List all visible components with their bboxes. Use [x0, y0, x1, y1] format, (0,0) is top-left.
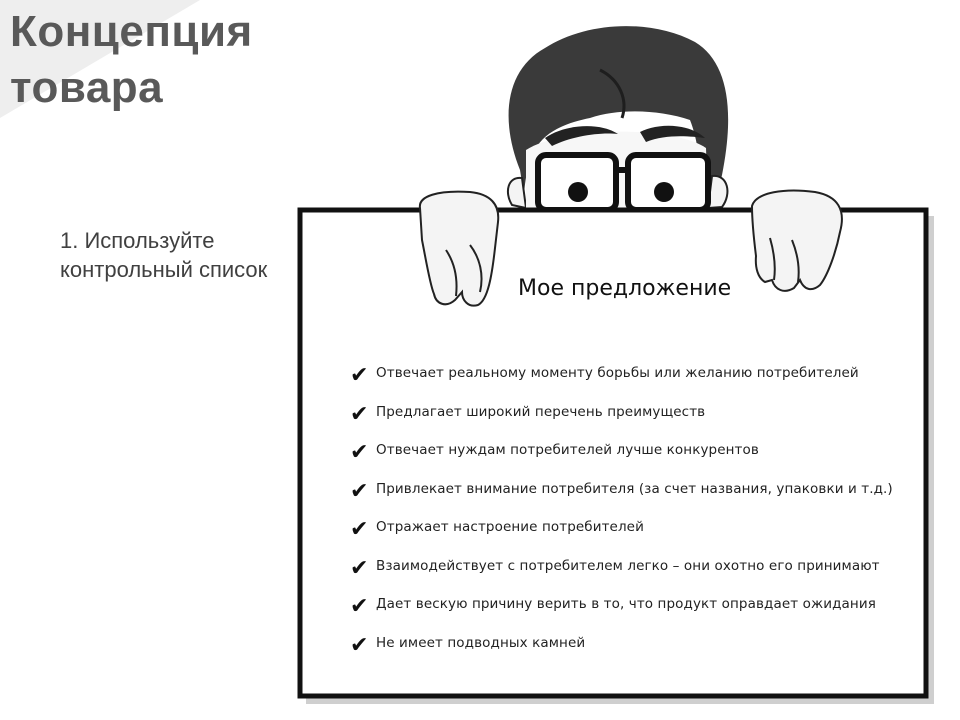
board-content: [300, 210, 930, 698]
checkmark-icon: ✔: [350, 554, 369, 580]
checklist-item: [350, 393, 893, 432]
page-title: [10, 4, 253, 116]
board-heading: Мое предложение: [518, 276, 732, 301]
checklist-item-label: Отвечает реальному моменту борьбы или желанию потребителей: [376, 365, 859, 382]
checklist-item: [350, 508, 893, 547]
checklist-item: [350, 547, 893, 586]
checklist-item: [350, 431, 893, 470]
checkmark-icon: ✔: [350, 516, 369, 542]
page-title-line-2: товара: [10, 63, 164, 112]
left-ear: [508, 178, 526, 208]
checkmark-icon: ✔: [350, 631, 369, 657]
checkmark-icon: ✔: [350, 362, 369, 388]
checkmark-icon: ✔: [350, 477, 369, 503]
checkmark-icon: ✔: [350, 593, 369, 619]
checklist-item-label: Взаимодействует с потребителем легко – они охотно его принимают: [376, 557, 880, 574]
checklist: [350, 354, 893, 662]
checklist-item-label: Привлекает внимание потребителя (за счет названия, упаковки и т.д.): [376, 480, 893, 497]
checklist-item: [350, 585, 893, 624]
checklist-item: [350, 624, 893, 663]
checklist-item-label: Предлагает широкий перечень преимуществ: [376, 403, 706, 420]
checklist-item-label: Отвечает нуждам потребителей лучше конкурентов: [376, 442, 759, 459]
checklist-item: [350, 470, 893, 509]
checklist-item: [350, 354, 893, 393]
page-title-line-1: Концепция: [10, 7, 253, 56]
subtitle: 1. Используйте контрольный список: [60, 228, 268, 282]
checklist-item-label: Отражает настроение потребителей: [376, 519, 644, 536]
checkmark-icon: ✔: [350, 400, 369, 426]
checklist-item-label: Не имеет подводных камней: [376, 634, 586, 651]
checklist-item-label: Дает вескую причину верить в то, что продукт оправдает ожидания: [376, 596, 876, 613]
checkmark-icon: ✔: [350, 439, 369, 465]
